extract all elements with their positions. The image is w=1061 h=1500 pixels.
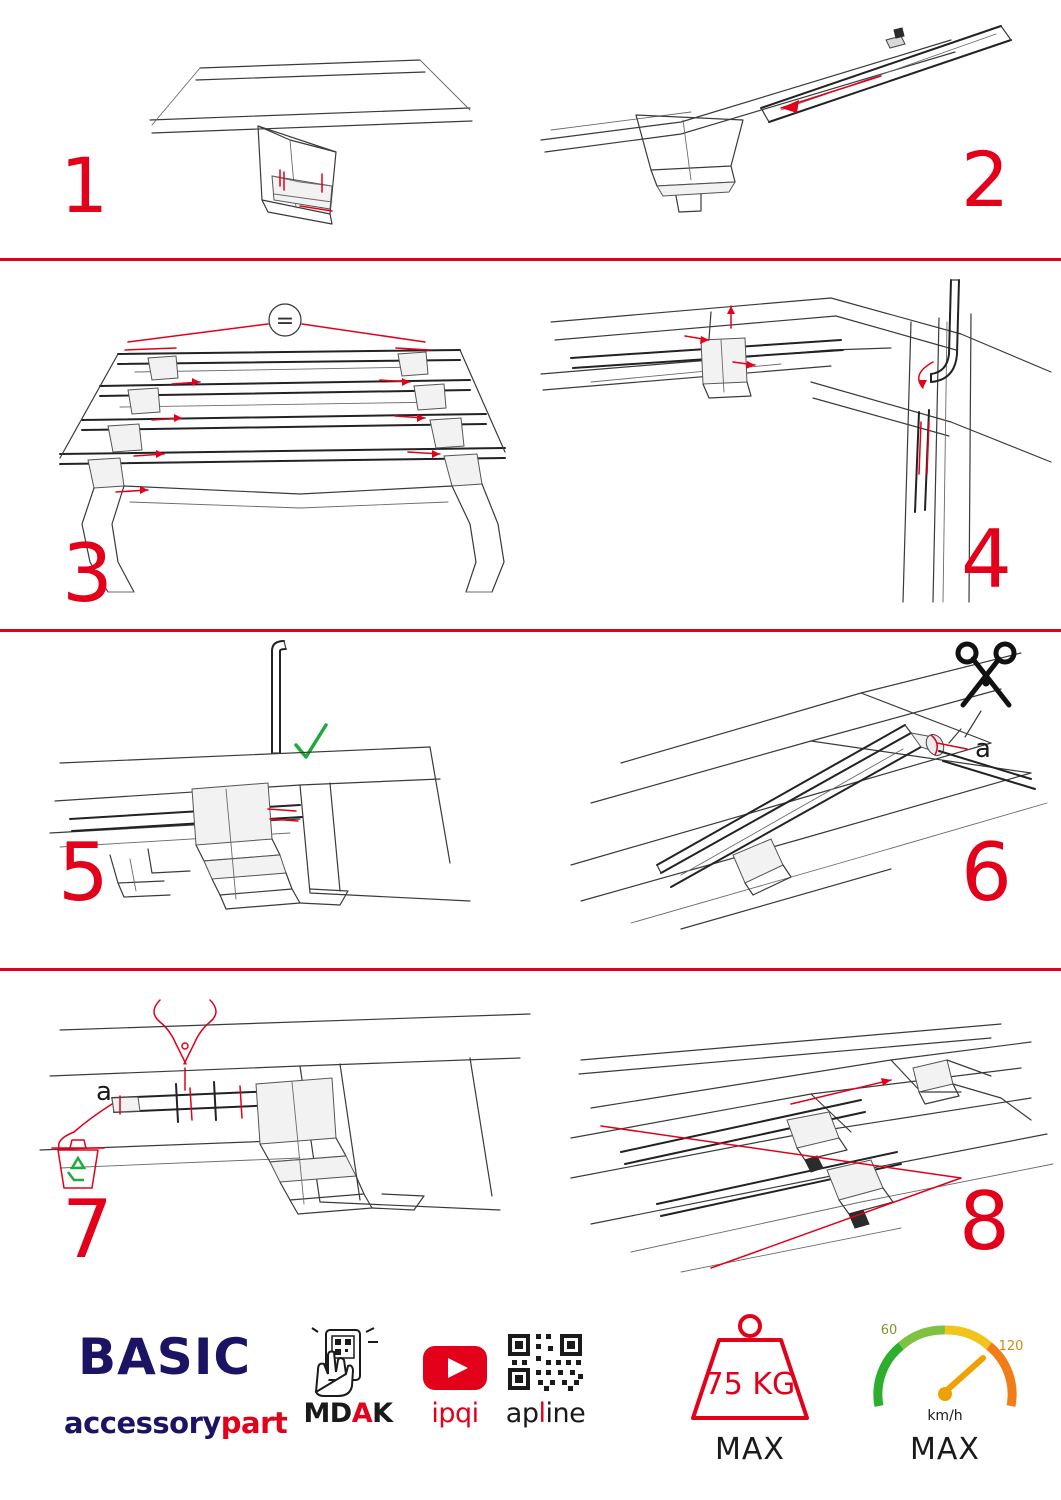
svg-text:=: = [275, 309, 295, 334]
logo-mdak [288, 1326, 408, 1429]
mdak-label-primary: MD [303, 1398, 352, 1429]
speedometer-icon [845, 1310, 1045, 1430]
max-load-caption: MAX [715, 1432, 785, 1467]
recycle-bin-icon [52, 1140, 104, 1188]
brand-accessory-text: accessory [64, 1406, 221, 1440]
section-divider [0, 258, 1061, 261]
step-panel-2 [531, 0, 1061, 256]
logo-mdak-label [288, 1398, 408, 1429]
brand-basic-wordmark: BASIC [78, 1328, 252, 1386]
apline-label-accent: l [538, 1398, 546, 1429]
step-number-2: 2 [961, 135, 1008, 224]
step-panel-7 [0, 972, 560, 1292]
step-panel-8 [561, 972, 1061, 1292]
callout-label-a: a [975, 734, 991, 764]
apline-label-primary: ap [505, 1398, 539, 1429]
speed-scale-max: 120 [998, 1339, 1024, 1354]
mdak-label-suffix: K [372, 1398, 393, 1429]
logo-apline [478, 1326, 613, 1429]
max-speed-caption: MAX [910, 1432, 980, 1467]
step-panel-3 [0, 262, 530, 627]
scissors-icon [958, 644, 1014, 705]
step-number-8: 8 [959, 1175, 1008, 1268]
step-number-4: 4 [961, 513, 1010, 606]
step-number-7: 7 [62, 1183, 111, 1276]
step-number-3: 3 [62, 527, 111, 620]
footer-brand-bar [0, 1296, 1061, 1500]
speed-scale-min: 60 [880, 1323, 898, 1338]
apline-label-suffix: ine [545, 1398, 586, 1429]
section-divider [0, 968, 1061, 971]
max-load-value: 75 KG [704, 1367, 796, 1402]
section-divider [0, 629, 1061, 632]
step-panel-5 [0, 633, 560, 966]
max-load-indicator [655, 1310, 845, 1467]
qr-code-icon[interactable] [478, 1326, 613, 1398]
step-panel-6 [561, 633, 1061, 966]
brand-part-text: part [220, 1406, 288, 1440]
hand-qr-icon [288, 1326, 408, 1398]
speed-unit: km/h [927, 1408, 963, 1424]
step-number-6: 6 [961, 826, 1010, 919]
brand-accessorypart-wordmark [64, 1406, 287, 1440]
callout-label-a: a [96, 1077, 112, 1107]
logo-ipqi-label: ipqi [431, 1398, 479, 1429]
mdak-label-accent: A [351, 1398, 373, 1429]
step-number-1: 1 [60, 141, 107, 230]
max-speed-indicator [845, 1310, 1045, 1467]
step-panel-4 [531, 262, 1061, 627]
step-number-5: 5 [58, 826, 107, 919]
scissors-icon [154, 1000, 216, 1090]
logo-apline-label [478, 1398, 613, 1429]
step-panel-1 [0, 0, 530, 256]
weight-icon [655, 1310, 845, 1430]
